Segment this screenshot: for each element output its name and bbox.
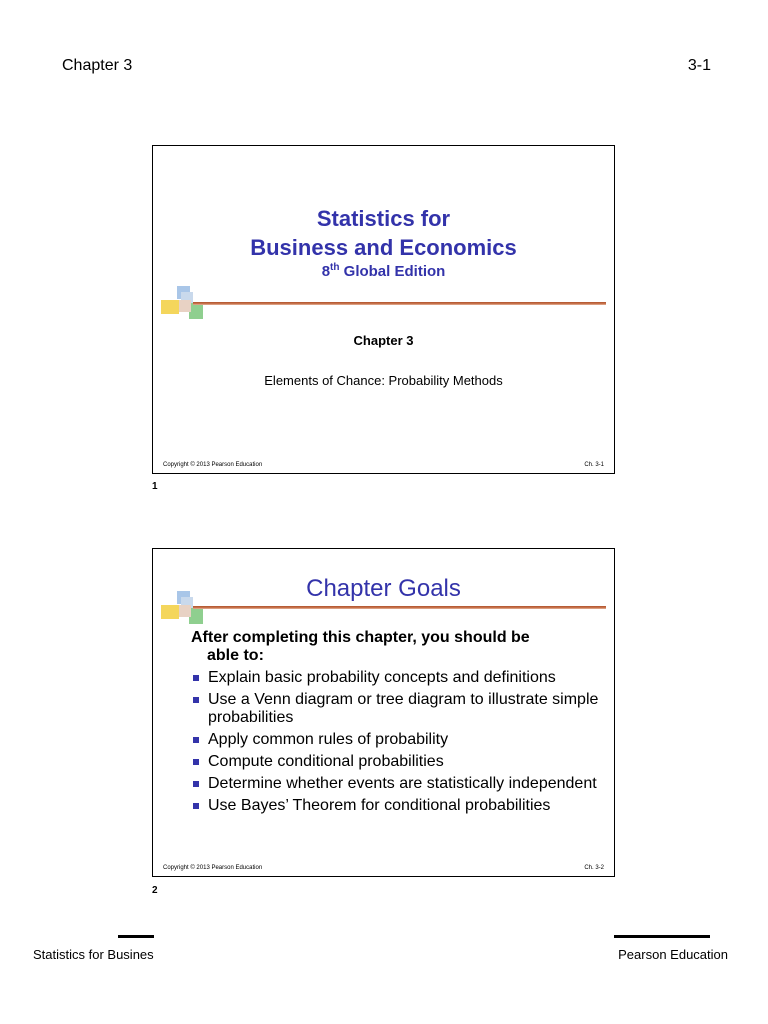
footer-left-text: Statistics for Busines <box>33 947 154 962</box>
bullet-icon <box>193 781 199 787</box>
footer-rule-right <box>614 935 710 938</box>
page-header-chapter: Chapter 3 <box>62 57 133 74</box>
list-item: Compute conditional probabilities <box>191 753 604 771</box>
title-rule <box>193 302 606 305</box>
slide-copyright: Copyright © 2013 Pearson Education <box>163 462 263 468</box>
bullet-icon <box>193 737 199 743</box>
list-item: Use a Venn diagram or tree diagram to illustrate simple probabilities <box>191 691 604 727</box>
list-item: Use Bayes’ Theorem for conditional probabilities <box>191 797 604 815</box>
footer-rule-left <box>118 935 154 938</box>
slide-copyright: Copyright © 2013 Pearson Education <box>163 865 263 871</box>
slide-chapter-goals <box>152 548 615 877</box>
bullet-icon <box>193 759 199 765</box>
slide-title-line1: Statistics for <box>316 206 451 231</box>
page-slide-index: 2 <box>152 885 158 896</box>
slide-title <box>152 145 615 474</box>
list-item: Determine whether events are statistically independent <box>191 775 604 793</box>
page-slide-index: 1 <box>152 481 158 492</box>
bullet-icon <box>193 675 199 681</box>
slide-number: Ch. 3-1 <box>584 462 604 468</box>
goals-intro: After completing this chapter, you should be able to: <box>191 629 530 664</box>
footer-right-text: Pearson Education <box>618 947 728 962</box>
list-item: Apply common rules of probability <box>191 731 604 749</box>
list-item: Explain basic probability concepts and definitions <box>191 669 604 687</box>
page-header-number: 3-1 <box>687 57 711 74</box>
slide-chapter-label: Chapter 3 <box>353 333 414 348</box>
title-rule <box>193 606 606 609</box>
slide-number: Ch. 3-2 <box>584 865 604 871</box>
bullet-icon <box>193 697 199 703</box>
slide-title-line2: Business and Economics <box>250 235 517 260</box>
edition-label: 8th Global Edition <box>321 262 446 280</box>
slide-title: Chapter Goals <box>306 575 461 602</box>
bullet-icon <box>193 803 199 809</box>
slide-subtitle: Elements of Chance: Probability Methods <box>264 373 503 388</box>
goals-list <box>191 629 604 819</box>
